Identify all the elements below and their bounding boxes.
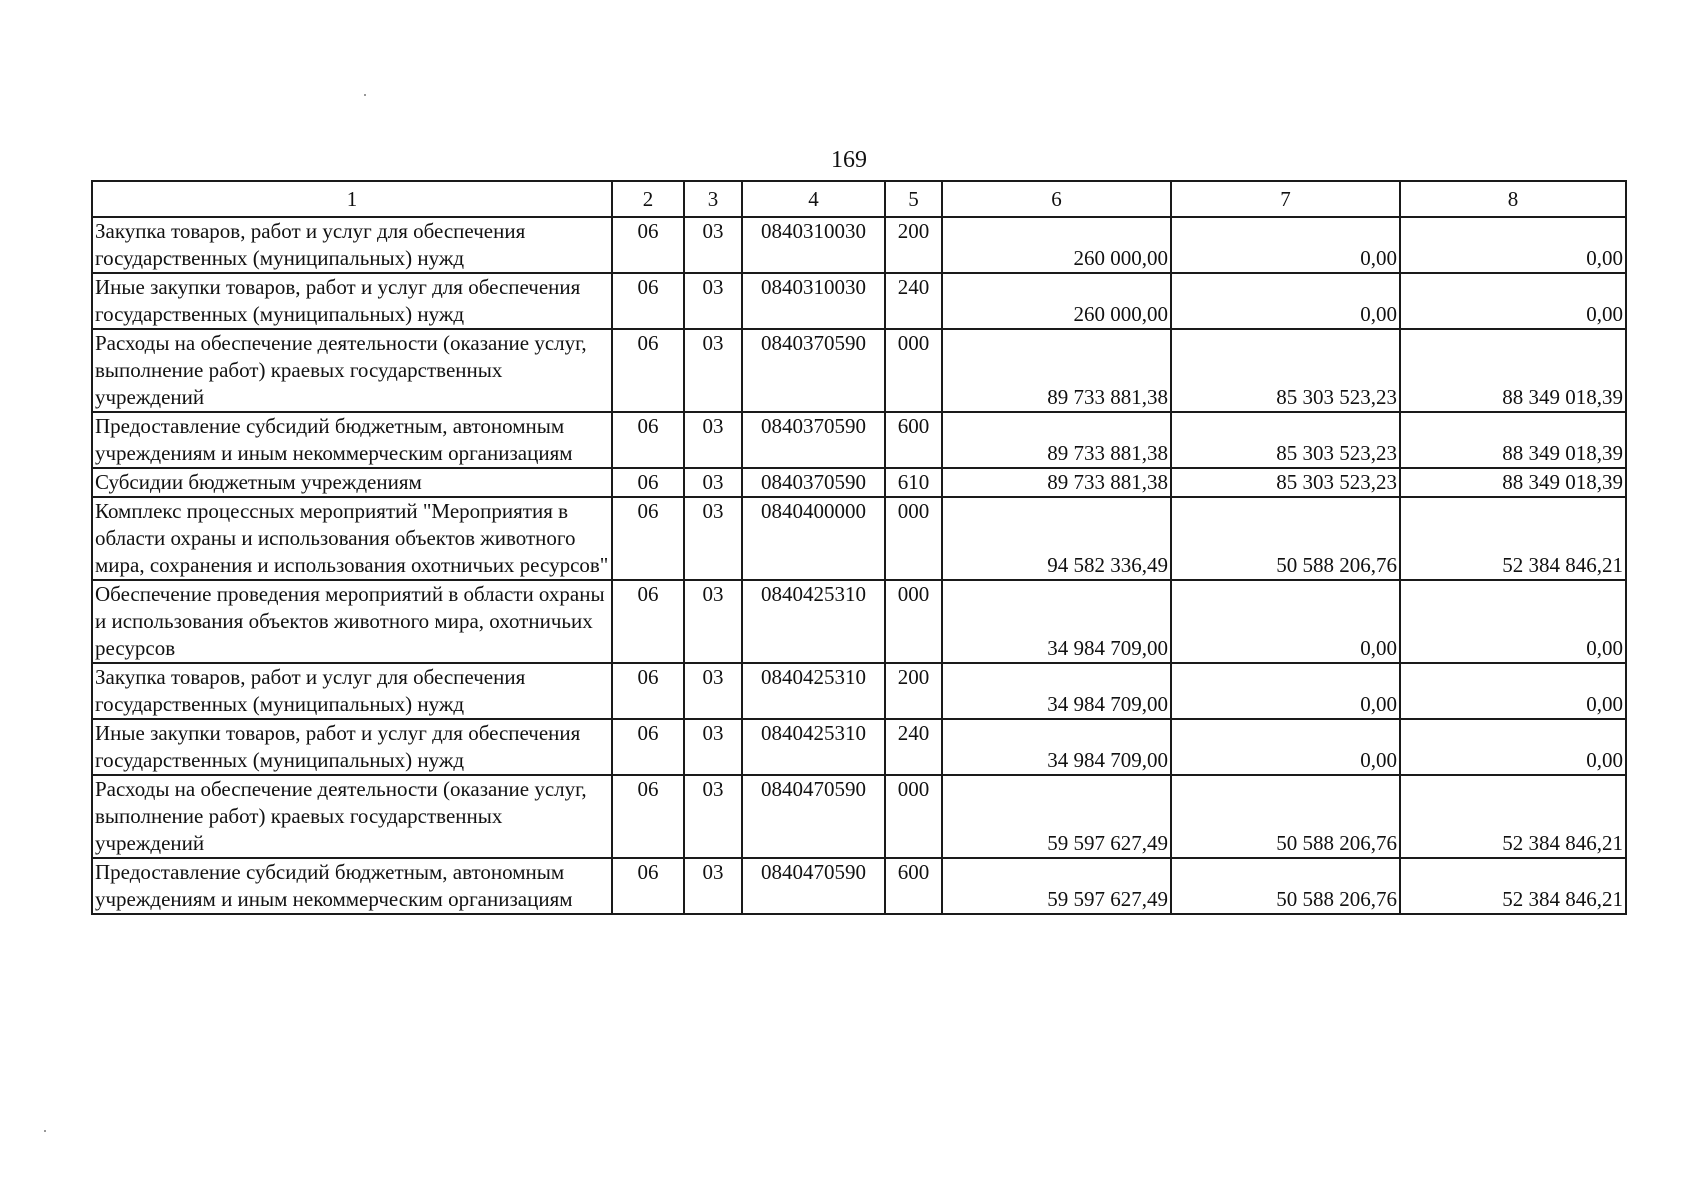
row-name: Расходы на обеспечение деятельности (оказание услуг, выполнение работ) краевых государственных учреждений [92,329,612,412]
subsection-code: 03 [684,412,742,468]
amount-col-7: 50 588 206,76 [1171,858,1400,914]
section-code: 06 [612,329,684,412]
section-code: 06 [612,775,684,858]
page-number: 169 [831,147,867,173]
target-article-code: 0840425310 [742,663,885,719]
section-code: 06 [612,412,684,468]
amount-col-6: 94 582 336,49 [942,497,1171,580]
amount-col-7: 0,00 [1171,719,1400,775]
header-cell: 2 [612,181,684,217]
amount-col-8: 88 349 018,39 [1400,329,1626,412]
amount-col-6: 89 733 881,38 [942,329,1171,412]
section-code: 06 [612,468,684,497]
amount-col-7: 85 303 523,23 [1171,329,1400,412]
subsection-code: 03 [684,580,742,663]
row-name: Предоставление субсидий бюджетным, автономным учреждениям и иным некоммерческим организациям [92,412,612,468]
row-name: Закупка товаров, работ и услуг для обеспечения государственных (муниципальных) нужд [92,217,612,273]
row-name: Предоставление субсидий бюджетным, автономным учреждениям и иным некоммерческим организациям [92,858,612,914]
subsection-code: 03 [684,468,742,497]
subsection-code: 03 [684,663,742,719]
amount-col-6: 34 984 709,00 [942,580,1171,663]
amount-col-8: 88 349 018,39 [1400,412,1626,468]
amount-col-6: 260 000,00 [942,217,1171,273]
amount-col-6: 260 000,00 [942,273,1171,329]
section-code: 06 [612,497,684,580]
expense-type-code: 000 [885,580,942,663]
expense-type-code: 000 [885,497,942,580]
budget-table [91,180,1627,915]
amount-col-6: 89 733 881,38 [942,412,1171,468]
expense-type-code: 240 [885,719,942,775]
amount-col-8: 52 384 846,21 [1400,858,1626,914]
table-row [92,273,1626,329]
subsection-code: 03 [684,329,742,412]
amount-col-7: 85 303 523,23 [1171,468,1400,497]
section-code: 06 [612,663,684,719]
header-cell: 6 [942,181,1171,217]
amount-col-8: 88 349 018,39 [1400,468,1626,497]
amount-col-7: 0,00 [1171,580,1400,663]
row-name: Закупка товаров, работ и услуг для обеспечения государственных (муниципальных) нужд [92,663,612,719]
table-row [92,217,1626,273]
amount-col-6: 59 597 627,49 [942,775,1171,858]
amount-col-6: 34 984 709,00 [942,719,1171,775]
section-code: 06 [612,580,684,663]
header-cell: 5 [885,181,942,217]
amount-col-7: 85 303 523,23 [1171,412,1400,468]
scan-speck [44,1130,46,1132]
subsection-code: 03 [684,497,742,580]
table-row [92,329,1626,412]
expense-type-code: 000 [885,775,942,858]
table-row [92,858,1626,914]
section-code: 06 [612,858,684,914]
section-code: 06 [612,217,684,273]
table-header-row [92,181,1626,217]
amount-col-6: 34 984 709,00 [942,663,1171,719]
row-name: Обеспечение проведения мероприятий в области охраны и использования объектов животного мира, охотничьих ресурсов [92,580,612,663]
expense-type-code: 600 [885,412,942,468]
amount-col-7: 50 588 206,76 [1171,775,1400,858]
amount-col-8: 0,00 [1400,217,1626,273]
target-article-code: 0840400000 [742,497,885,580]
header-cell: 4 [742,181,885,217]
subsection-code: 03 [684,858,742,914]
amount-col-6: 59 597 627,49 [942,858,1171,914]
amount-col-7: 0,00 [1171,217,1400,273]
expense-type-code: 610 [885,468,942,497]
amount-col-7: 0,00 [1171,663,1400,719]
amount-col-8: 0,00 [1400,719,1626,775]
amount-col-8: 0,00 [1400,580,1626,663]
amount-col-7: 50 588 206,76 [1171,497,1400,580]
row-name: Комплекс процессных мероприятий "Мероприятия в области охраны и использования объектов животного мира, сохранения и использования охотничьих ресурсов" [92,497,612,580]
expense-type-code: 200 [885,217,942,273]
header-cell: 8 [1400,181,1626,217]
target-article-code: 0840370590 [742,468,885,497]
subsection-code: 03 [684,719,742,775]
subsection-code: 03 [684,273,742,329]
header-cell: 3 [684,181,742,217]
table-row [92,580,1626,663]
target-article-code: 0840425310 [742,719,885,775]
amount-col-8: 0,00 [1400,663,1626,719]
target-article-code: 0840310030 [742,217,885,273]
table-row [92,663,1626,719]
amount-col-8: 52 384 846,21 [1400,775,1626,858]
expense-type-code: 000 [885,329,942,412]
section-code: 06 [612,719,684,775]
subsection-code: 03 [684,775,742,858]
expense-type-code: 240 [885,273,942,329]
table-row [92,775,1626,858]
row-name: Расходы на обеспечение деятельности (оказание услуг, выполнение работ) краевых государственных учреждений [92,775,612,858]
expense-type-code: 600 [885,858,942,914]
target-article-code: 0840425310 [742,580,885,663]
table-row [92,468,1626,497]
table-row [92,497,1626,580]
amount-col-8: 0,00 [1400,273,1626,329]
row-name: Иные закупки товаров, работ и услуг для обеспечения государственных (муниципальных) нужд [92,719,612,775]
row-name: Иные закупки товаров, работ и услуг для обеспечения государственных (муниципальных) нужд [92,273,612,329]
target-article-code: 0840370590 [742,412,885,468]
subsection-code: 03 [684,217,742,273]
target-article-code: 0840370590 [742,329,885,412]
header-cell: 7 [1171,181,1400,217]
target-article-code: 0840310030 [742,273,885,329]
amount-col-6: 89 733 881,38 [942,468,1171,497]
expense-type-code: 200 [885,663,942,719]
row-name: Субсидии бюджетным учреждениям [92,468,612,497]
table-row [92,719,1626,775]
header-cell: 1 [92,181,612,217]
amount-col-7: 0,00 [1171,273,1400,329]
target-article-code: 0840470590 [742,858,885,914]
scan-speck [364,94,366,96]
target-article-code: 0840470590 [742,775,885,858]
table-row [92,412,1626,468]
amount-col-8: 52 384 846,21 [1400,497,1626,580]
section-code: 06 [612,273,684,329]
